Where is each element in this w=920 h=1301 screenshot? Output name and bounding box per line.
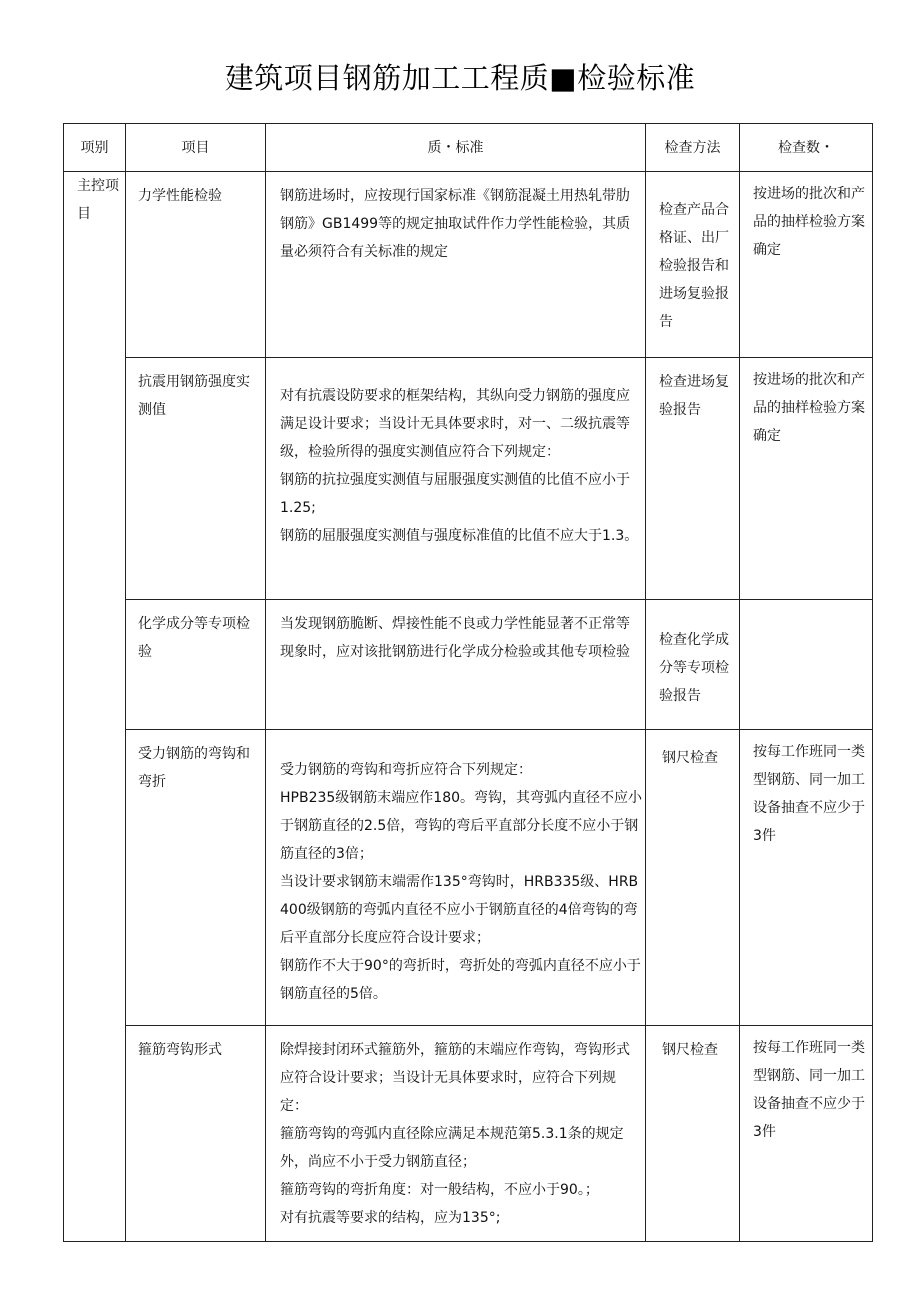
method-cell (646, 172, 740, 358)
standard-cell (266, 1026, 646, 1242)
count-cell (740, 172, 873, 358)
table-row (64, 730, 873, 1026)
standard-text: 当设计要求钢筋末端需作135°弯钩时，HRB335级、HRB400级钢筋的弯弧内直径不应小于钢筋直径的4倍弯钩的弯后平直部分长度应符合设计要求； (280, 874, 639, 946)
method-cell (646, 730, 740, 1026)
document-title: 建筑项目钢筋加工工程质■检验标准 (224, 61, 696, 95)
standard-text: 钢筋作不大于90°的弯折时，弯折处的弯弧内直径不应小于钢筋直径的5倍。 (280, 958, 641, 1002)
item-label: 抗震用钢筋强度实测值 (138, 374, 250, 418)
method-text: 检查进场复验报告 (659, 374, 729, 418)
standard-cell (266, 358, 646, 600)
item-label: 化学成分等专项检验 (138, 616, 250, 660)
header-item: 项目 (126, 124, 266, 172)
table-row (64, 1026, 873, 1242)
item-label: 受力钢筋的弯钩和弯折 (138, 746, 250, 790)
method-text: 钢尺检查 (662, 750, 718, 766)
standard-text: 钢筋的抗拉强度实测值与屈服强度实测值的比值不应小于1.25; (280, 472, 630, 516)
item-cell (126, 358, 266, 600)
standard-text: 钢筋的屈服强度实测值与强度标准值的比值不应大于1.3。 (280, 528, 639, 544)
standard-cell (266, 172, 646, 358)
table-header-row (64, 124, 873, 172)
header-count: 检查数・ (740, 124, 873, 172)
standard-text: 除焊接封闭环式箍筋外，箍筋的末端应作弯钩，弯钩形式应符合设计要求；当设计无具体要求时，应符合下列规定： (280, 1042, 630, 1114)
method-cell (646, 1026, 740, 1242)
standard-text: 钢筋进场时，应按现行国家标准《钢筋混凝土用热轧带肋钢筋》GB1499等的规定抽取试件作力学性能检验，其质量必须符合有关标准的规定 (280, 188, 631, 260)
method-cell (646, 358, 740, 600)
standard-text: 受力钢筋的弯钩和弯折应符合下列规定： (280, 762, 532, 778)
standard-cell (266, 730, 646, 1026)
table-row (64, 358, 873, 600)
item-cell (126, 172, 266, 358)
count-cell (740, 1026, 873, 1242)
count-cell (740, 600, 873, 730)
item-label: 箍筋弯钩形式 (138, 1042, 222, 1058)
method-text: 检查产品合格证、出厂检验报告和进场复验报告 (659, 202, 729, 330)
header-standard: 质・标准 (266, 124, 646, 172)
method-text: 钢尺检查 (662, 1042, 718, 1058)
count-text (740, 600, 872, 612)
method-cell (646, 600, 740, 730)
item-cell (126, 1026, 266, 1242)
item-cell (126, 600, 266, 730)
category-cell (64, 172, 126, 1242)
standard-text: 对有抗震设防要求的框架结构，其纵向受力钢筋的强度应满足设计要求；当设计无具体要求时，对一、二级抗震等级，检验所得的强度实测值应符合下列规定： (280, 388, 630, 460)
count-cell (740, 730, 873, 1026)
header-method: 检查方法 (646, 124, 740, 172)
table-row (64, 600, 873, 730)
count-text: 按进场的批次和产品的抽样检验方案确定 (753, 186, 865, 258)
standard-cell (266, 600, 646, 730)
standard-text: HPB235级钢筋末端应作180。弯钩，其弯弧内直径不应小于钢筋直径的2.5倍，弯钩的弯后平直部分长度不应小于钢筋直径的3倍； (280, 790, 643, 862)
count-cell (740, 358, 873, 600)
count-text: 按进场的批次和产品的抽样检验方案确定 (753, 372, 865, 444)
item-label: 力学性能检验 (138, 188, 222, 204)
quality-standard-table (63, 123, 873, 1242)
table-row (64, 172, 873, 358)
header-category: 项别 (64, 124, 126, 172)
standard-text: 对有抗震等要求的结构，应为135°; (280, 1210, 501, 1226)
category-label: 主控项目 (77, 178, 119, 222)
count-text: 按每工作班同一类型钢筋、同一加工设备抽查不应少于3件 (753, 1040, 865, 1140)
standard-text: 当发现钢筋脆断、焊接性能不良或力学性能显著不正常等现象时，应对该批钢筋进行化学成分检验或其他专项检验 (280, 616, 630, 660)
standard-text: 箍筋弯钩的弯折角度：对一般结构，不应小于90。； (280, 1182, 599, 1198)
count-text: 按每工作班同一类型钢筋、同一加工设备抽查不应少于3件 (753, 744, 865, 844)
method-text: 检查化学成分等专项检验报告 (659, 632, 729, 704)
item-cell (126, 730, 266, 1026)
standard-text: 箍筋弯钩的弯弧内直径除应满足本规范第5.3.1条的规定外，尚应不小于受力钢筋直径； (280, 1126, 624, 1170)
